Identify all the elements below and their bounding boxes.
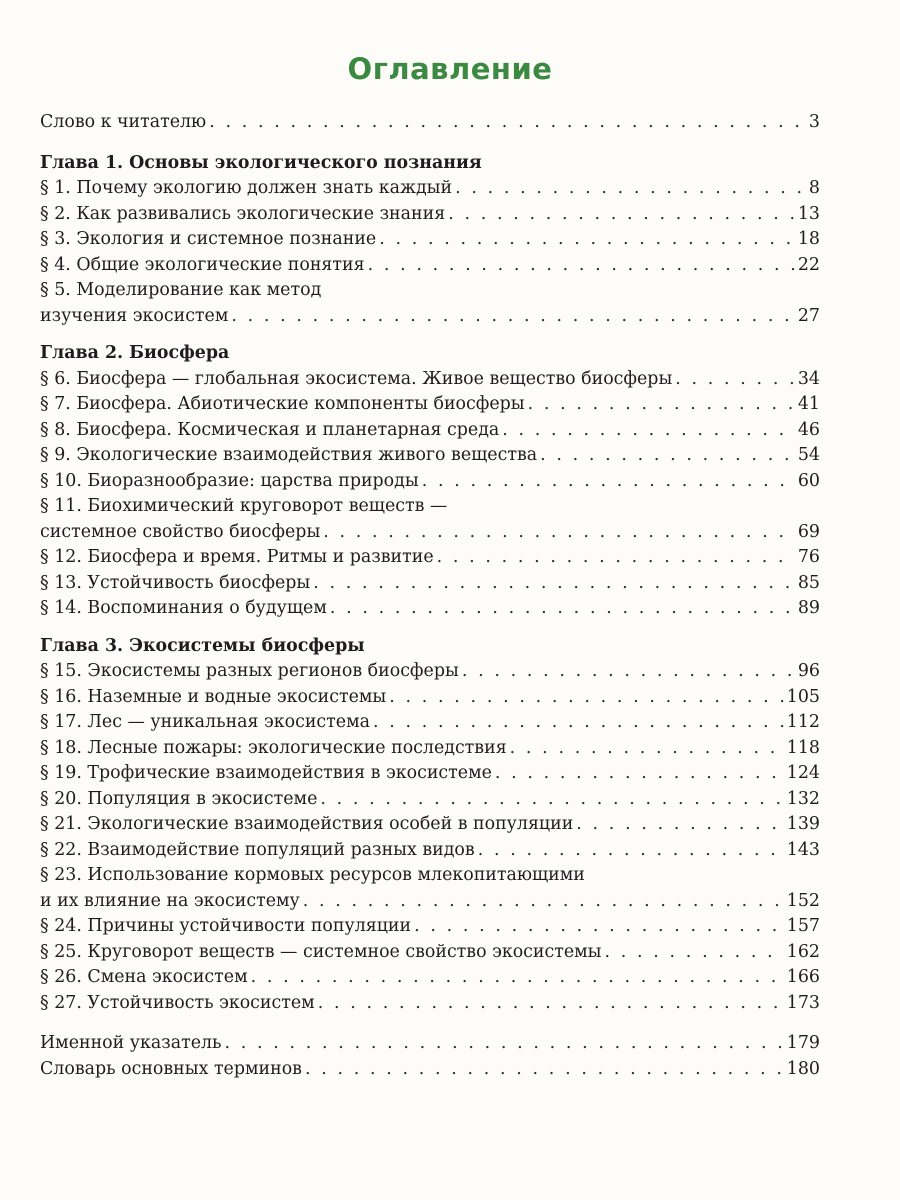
toc-page-number: 179 <box>786 1033 820 1053</box>
toc-page-number: 152 <box>786 890 820 911</box>
toc-entry-title-continued: и их влияние на экосистему <box>40 890 300 911</box>
toc-page-number: 13 <box>797 203 820 224</box>
toc-page-number: 85 <box>797 572 820 593</box>
toc-entry-10[interactable] <box>40 469 820 495</box>
toc-entry-3[interactable] <box>40 227 820 253</box>
toc-page-number: 139 <box>786 814 820 834</box>
dot-leader <box>510 736 784 762</box>
dot-leader <box>414 914 784 940</box>
dot-leader <box>318 991 784 1017</box>
toc-entry-20[interactable] <box>40 787 820 813</box>
toc-entry-name-index[interactable] <box>40 1031 820 1057</box>
toc-entry-title: § 11. Биохимический круговорот веществ — <box>40 496 448 516</box>
toc-entry-title: Именной указатель <box>40 1033 222 1053</box>
toc-entry-title: § 8. Биосфера. Космическая и планетарная среда <box>40 419 500 440</box>
toc-entry-title: § 20. Популяция в экосистеме <box>40 788 318 809</box>
dot-leader <box>455 176 805 202</box>
toc-entry-title: § 18. Лесные пожары: экологические последствия <box>40 737 507 758</box>
toc-entry-7[interactable] <box>40 392 820 418</box>
toc-entry-title: § 25. Круговорот веществ — системное свойство экосистемы <box>40 941 602 962</box>
toc-page-number: 69 <box>797 521 820 542</box>
toc-entry-27[interactable] <box>40 991 820 1017</box>
toc-entry-title: § 24. Причины устойчивости популяции <box>40 916 412 936</box>
toc-entry-21[interactable] <box>40 812 820 838</box>
toc-entry-glossary[interactable] <box>40 1057 820 1083</box>
dot-leader <box>231 304 794 330</box>
toc-entry-23[interactable] <box>40 889 820 915</box>
toc-entry-title: § 17. Лес — уникальная экосистема <box>40 712 370 732</box>
toc-entry-5-line-1[interactable] <box>40 278 820 304</box>
toc-page-number: 180 <box>786 1058 820 1079</box>
toc-entry-11-line-1[interactable] <box>40 494 820 520</box>
toc-page-number: 46 <box>797 419 820 440</box>
toc-entry-4[interactable] <box>40 253 820 279</box>
dot-leader <box>379 227 795 253</box>
toc-page-number: 124 <box>786 763 820 783</box>
toc-entry-24[interactable] <box>40 914 820 940</box>
dot-leader <box>540 443 795 469</box>
toc-entry-18[interactable] <box>40 736 820 762</box>
toc-entry-14[interactable] <box>40 596 820 622</box>
dot-leader <box>462 659 795 685</box>
dot-leader <box>422 469 795 495</box>
dot-leader <box>437 545 795 571</box>
dot-leader <box>576 812 784 838</box>
toc-page-number: 143 <box>786 839 820 860</box>
toc-entry-title: § 27. Устойчивость экосистем <box>40 992 315 1013</box>
toc-entry-9[interactable] <box>40 443 820 469</box>
toc-entry-intro[interactable] <box>40 110 820 136</box>
toc-entry-11[interactable] <box>40 520 820 546</box>
dot-leader <box>320 787 783 813</box>
toc-page-number: 27 <box>797 305 820 326</box>
toc-entry-title: § 12. Биосфера и время. Ритмы и развитие <box>40 547 434 567</box>
toc-page-number: 157 <box>786 916 820 936</box>
dot-leader <box>495 761 784 787</box>
dot-leader <box>368 253 795 279</box>
toc-entry-title: § 22. Взаимодействие популяций разных видов <box>40 839 475 860</box>
dot-leader <box>305 1057 784 1083</box>
dot-leader <box>478 838 784 864</box>
chapter-heading-3: Глава 3. Экосистемы биосферы <box>40 635 365 656</box>
dot-leader <box>330 596 795 622</box>
toc-entry-title: § 23. Использование кормовых ресурсов млекопитающими <box>40 865 585 885</box>
toc-entry-title: § 26. Смена экосистем <box>40 967 248 987</box>
toc-entry-title: § 1. Почему экологию должен знать каждый <box>40 178 453 198</box>
toc-entry-title: § 9. Экологические взаимодействия живого вещества <box>40 445 538 465</box>
toc-entry-title: § 6. Биосфера — глобальная экосистема. Живое вещество биосферы <box>40 368 673 389</box>
toc-page-number: 34 <box>797 368 820 389</box>
dot-leader <box>605 940 784 966</box>
toc-entry-title: § 7. Биосфера. Абиотические компоненты биосферы <box>40 394 525 414</box>
toc-page-number: 173 <box>786 992 820 1013</box>
toc-entry-25[interactable] <box>40 940 820 966</box>
dot-leader <box>448 202 795 228</box>
table-of-contents <box>40 110 820 1082</box>
toc-page-number: 105 <box>786 686 820 707</box>
dot-leader <box>502 418 795 444</box>
toc-entry-6[interactable] <box>40 367 820 393</box>
toc-entry-title: § 19. Трофические взаимодействия в экосистеме <box>40 763 492 783</box>
chapter-heading-1: Глава 1. Основы экологического познания <box>40 152 482 173</box>
toc-page-number: 89 <box>797 598 820 618</box>
dot-leader <box>303 889 784 915</box>
toc-page-number: 112 <box>786 712 820 732</box>
toc-page-number: 60 <box>797 470 820 491</box>
toc-entry-title: § 15. Экосистемы разных регионов биосферы <box>40 661 459 681</box>
toc-page-number: 8 <box>808 178 820 198</box>
toc-entry-title: § 10. Биоразнообразие: царства природы <box>40 470 419 491</box>
toc-page-number: 118 <box>786 737 820 758</box>
toc-page-number: 3 <box>808 112 820 132</box>
toc-entry-16[interactable] <box>40 685 820 711</box>
toc-entry-title: § 14. Воспоминания о будущем <box>40 598 327 618</box>
toc-entry-title: Словарь основных терминов <box>40 1058 302 1079</box>
dot-leader <box>528 392 795 418</box>
toc-page-number: 96 <box>797 661 820 681</box>
toc-entry-1[interactable] <box>40 176 820 202</box>
toc-entry-title-continued: системное свойство биосферы <box>40 521 321 542</box>
toc-entry-title: § 16. Наземные и водные экосистемы <box>40 686 387 707</box>
dot-leader <box>209 110 805 136</box>
toc-entry-12[interactable] <box>40 545 820 571</box>
toc-entry-title: § 5. Моделирование как метод <box>40 280 322 300</box>
toc-page-number: 76 <box>797 547 820 567</box>
chapter-heading-2: Глава 2. Биосфера <box>40 343 230 363</box>
toc-page-number: 162 <box>786 941 820 962</box>
toc-entry-22[interactable] <box>40 838 820 864</box>
toc-entry-title: Слово к читателю <box>40 112 207 132</box>
toc-page-number: 166 <box>786 967 820 987</box>
toc-entry-8[interactable] <box>40 418 820 444</box>
toc-entry-17[interactable] <box>40 710 820 736</box>
toc-entry-26[interactable] <box>40 965 820 991</box>
toc-entry-2[interactable] <box>40 202 820 228</box>
dot-leader <box>373 710 784 736</box>
toc-entry-title: § 13. Устойчивость биосферы <box>40 572 311 593</box>
dot-leader <box>251 965 784 991</box>
toc-page-number: 22 <box>797 254 820 275</box>
toc-entry-title: § 4. Общие экологические понятия <box>40 254 365 275</box>
toc-page-number: 132 <box>786 788 820 809</box>
dot-leader <box>389 685 784 711</box>
toc-entry-5[interactable] <box>40 304 820 330</box>
toc-entry-title: § 21. Экологические взаимодействия особей в популяции <box>40 814 574 834</box>
toc-entry-19[interactable] <box>40 761 820 787</box>
toc-page-number: 41 <box>797 394 820 414</box>
toc-entry-title: § 3. Экология и системное познание <box>40 229 377 249</box>
toc-page-number: 18 <box>797 229 820 249</box>
page-title: Оглавление <box>347 52 553 86</box>
toc-entry-title-continued: изучения экосистем <box>40 305 229 326</box>
dot-leader <box>323 520 795 546</box>
toc-entry-15[interactable] <box>40 659 820 685</box>
dot-leader <box>675 367 795 393</box>
toc-entry-title: § 2. Как развивались экологические знания <box>40 203 446 224</box>
dot-leader <box>225 1031 784 1057</box>
toc-page-number: 54 <box>797 445 820 465</box>
toc-entry-13[interactable] <box>40 571 820 597</box>
dot-leader <box>313 571 795 597</box>
toc-entry-23-line-1[interactable] <box>40 863 820 889</box>
